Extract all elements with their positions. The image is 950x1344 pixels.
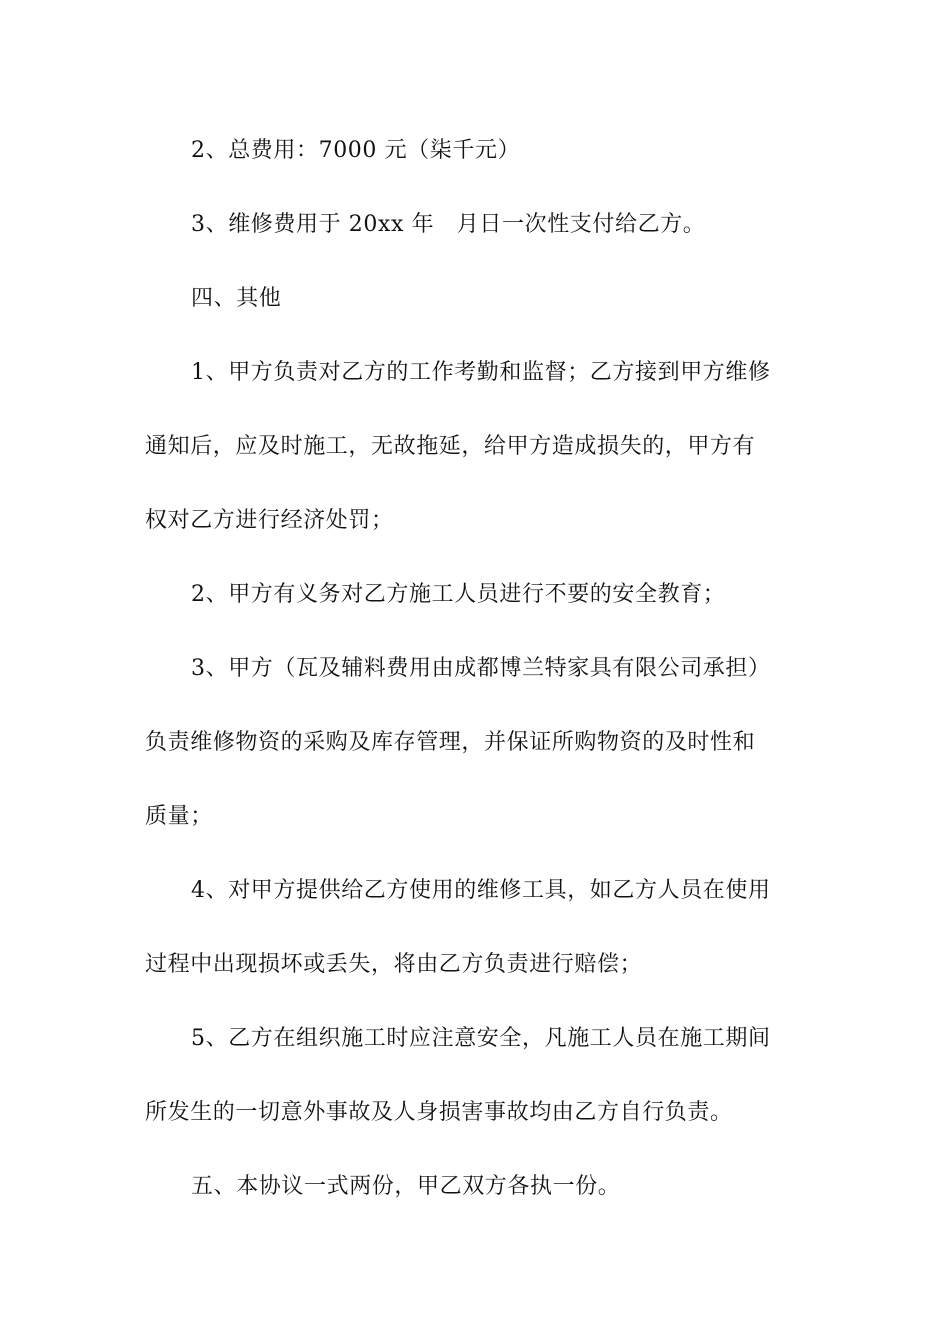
text-line: 2、总费用：7000 元（柒千元） [191, 138, 521, 163]
text-line: 5、乙方在组织施工时应注意安全，凡施工人员在施工期间 [191, 1026, 771, 1051]
text-line: 2、甲方有义务对乙方施工人员进行不要的安全教育； [191, 582, 726, 607]
document-body [145, 131, 807, 1241]
text-line: 1、甲方负责对乙方的工作考勤和监督；乙方接到甲方维修 [191, 360, 771, 385]
text-line: 负责维修物资的采购及库存管理，并保证所购物资的及时性和 [145, 730, 756, 755]
text-line: 3、维修费用于 20xx 年 月日一次性支付给乙方。 [191, 212, 706, 237]
section-heading: 五、本协议一式两份，甲乙双方各执一份。 [191, 1174, 621, 1199]
section-heading: 四、其他 [191, 286, 282, 311]
text-line: 质量； [145, 804, 213, 829]
text-line: 所发生的一切意外事故及人身损害事故均由乙方自行负责。 [145, 1100, 733, 1125]
text-line: 权对乙方进行经济处罚； [145, 508, 394, 533]
text-line: 过程中出现损坏或丢失，将由乙方负责进行赔偿； [145, 952, 643, 977]
text-line: 4、对甲方提供给乙方使用的维修工具，如乙方人员在使用 [191, 878, 771, 903]
text-line: 3、甲方（瓦及辅料费用由成都博兰特家具有限公司承担） [191, 656, 771, 681]
text-line: 通知后，应及时施工，无故拖延，给甲方造成损失的，甲方有 [145, 434, 756, 459]
